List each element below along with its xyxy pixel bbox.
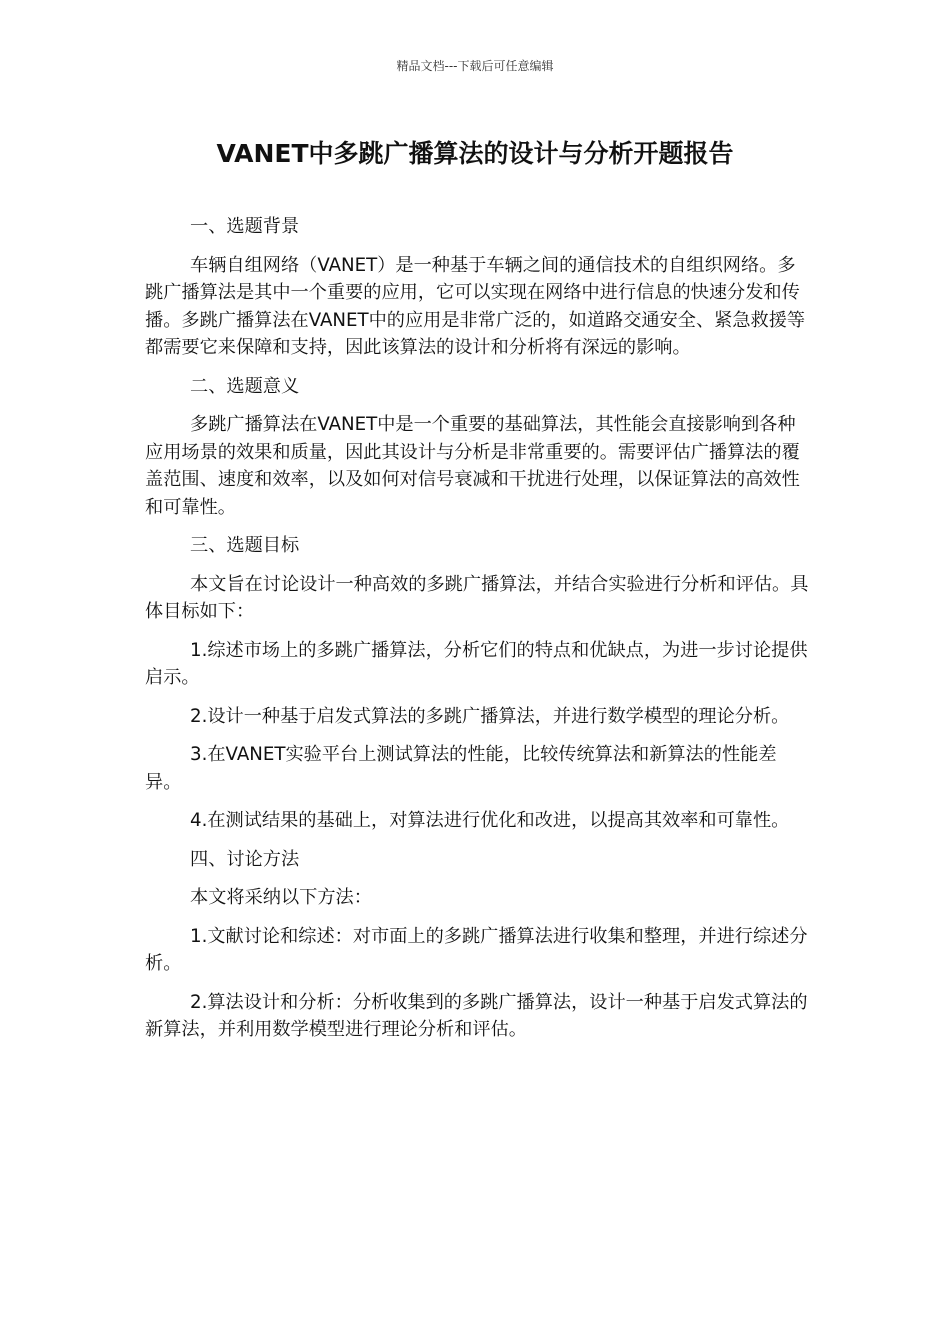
paragraph: 本文旨在讨论设计一种高效的多跳广播算法，并结合实验进行分析和评估。具体目标如下： <box>145 573 809 622</box>
list-item: 1.文献讨论和综述：对市面上的多跳广播算法进行收集和整理，并进行综述分析。 <box>145 925 808 974</box>
paragraph: 本文将采纳以下方法： <box>190 887 372 908</box>
section-heading-methods: 四、讨论方法 <box>190 848 300 870</box>
page-header: 精品文档---下载后可任意编辑 <box>396 59 554 73</box>
section-heading-objectives: 三、选题目标 <box>190 535 300 556</box>
section-heading-significance: 二、选题意义 <box>190 375 300 397</box>
section-heading-background: 一、选题背景 <box>190 216 300 237</box>
paragraph: 多跳广播算法在VANET中是一个重要的基础算法，其性能会直接影响到各种应用场景的效果和质量，因此其设计与分析是非常重要的。需要评估广播算法的覆盖范围、速度和效率，以及如何对信号衰减和干扰进行处理，以保证算法的高效性和可靠性。 <box>145 414 800 518</box>
list-item: 1.综述市场上的多跳广播算法，分析它们的特点和优缺点，为进一步讨论提供启示。 <box>145 639 808 688</box>
document-title: VANET中多跳广播算法的设计与分析开题报告 <box>216 139 734 168</box>
list-item: 4.在测试结果的基础上，对算法进行优化和改进，以提高其效率和可靠性。 <box>190 810 790 831</box>
list-item: 2.算法设计和分析：分析收集到的多跳广播算法，设计一种基于启发式算法的新算法，并利用数学模型进行理论分析和评估。 <box>145 991 808 1040</box>
paragraph: 车辆自组网络（VANET）是一种基于车辆之间的通信技术的自组织网络。多跳广播算法是其中一个重要的应用，它可以实现在网络中进行信息的快速分发和传播。多跳广播算法在VANET中的应用是非常广泛的，如道路交通安全、紧急救援等都需要它来保障和支持，因此该算法的设计和分析将有深远的影响。 <box>145 254 806 358</box>
document-body <box>145 213 810 1055</box>
list-item: 2.设计一种基于启发式算法的多跳广播算法，并进行数学模型的理论分析。 <box>190 705 790 727</box>
list-item: 3.在VANET实验平台上测试算法的性能，比较传统算法和新算法的性能差异。 <box>145 744 777 793</box>
